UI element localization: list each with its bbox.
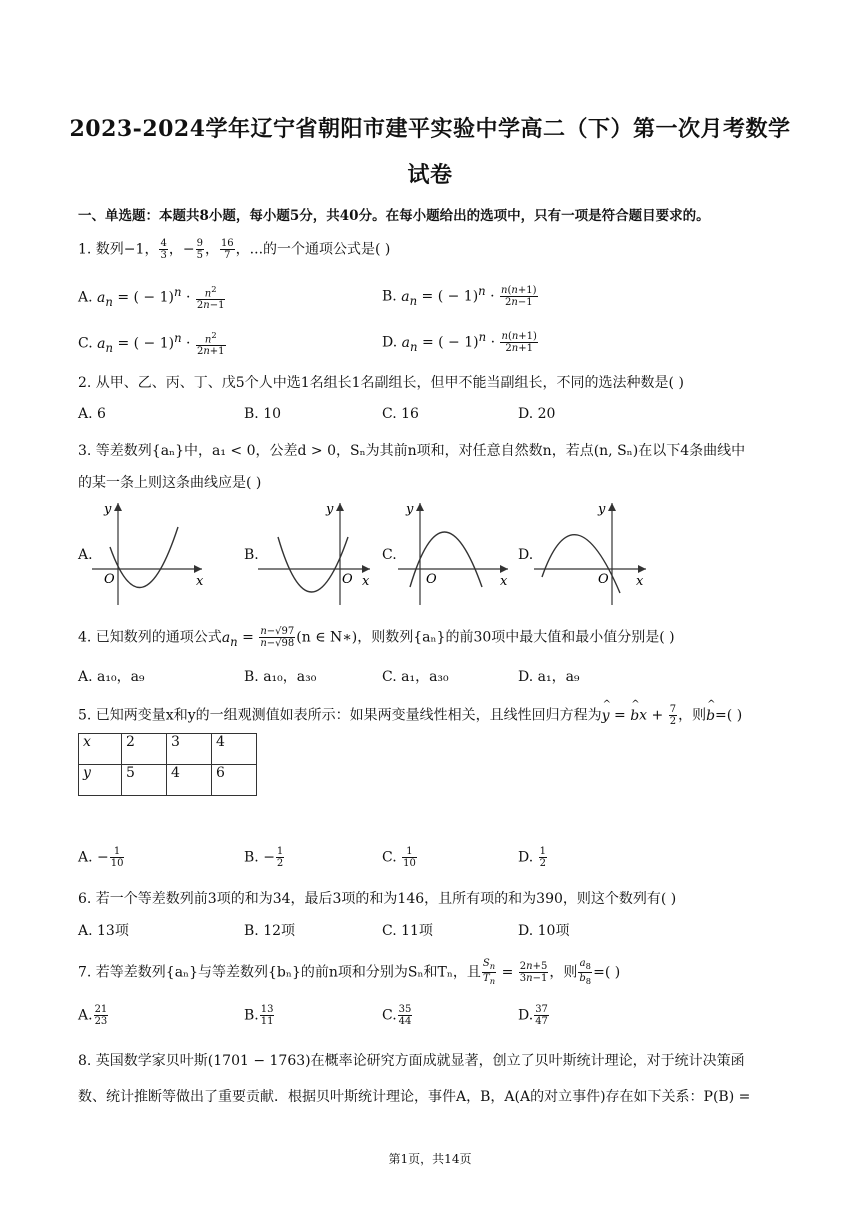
q3-option-a-label[interactable]: A. bbox=[78, 547, 93, 563]
q7-ratio-frac: $\frac{S_n}{T_n}$ bbox=[482, 958, 496, 986]
q7-option-c-label: C. bbox=[382, 1007, 397, 1024]
q1-option-d-label: D. bbox=[382, 334, 398, 351]
q7-a-frac: $\frac{21}{23}$ bbox=[94, 1004, 108, 1027]
graph-a-y-label: y bbox=[104, 502, 112, 517]
q5-option-a-label: A. − bbox=[78, 849, 109, 866]
q1-option-c-label: C. bbox=[78, 335, 93, 352]
q5-option-d[interactable] bbox=[518, 846, 548, 869]
graph-d-y-label: y bbox=[598, 502, 606, 517]
q3-graph-d bbox=[534, 497, 654, 607]
question-8-line1: 8. 英国数学家贝叶斯(1701 − 1763)在概率论研究方面成就显著，创立了贝叶斯统计理论，对于统计决策函 bbox=[78, 1053, 745, 1069]
q7-stem-suffix: =( ) bbox=[593, 964, 621, 981]
q3-option-c-label[interactable]: C. bbox=[382, 547, 397, 563]
question-3-stem-line2: 的某一条上则这条曲线应是( ) bbox=[78, 475, 262, 491]
q1-c-frac: $\frac{n^2}{2n+1}$ bbox=[196, 330, 225, 358]
q4-option-a[interactable]: A. a₁₀，a₉ bbox=[78, 669, 145, 685]
q3-option-d-label[interactable]: D. bbox=[518, 547, 534, 563]
q1-option-c[interactable]: C. $a_n$ = ( − 1)$^n$ · $\frac{n^2}{2n+1}$ bbox=[78, 330, 225, 358]
table-cell: 3 bbox=[167, 734, 212, 765]
question-6-stem: 6. 若一个等差数列前3项的和为34，最后3项的和为146，且所有项的和为390，则这个数列有( ) bbox=[78, 891, 677, 907]
q2-option-a[interactable]: A. 6 bbox=[78, 406, 106, 422]
q4-option-c[interactable]: C. a₁，a₃₀ bbox=[382, 669, 449, 685]
table-row bbox=[79, 734, 257, 765]
question-2-stem: 2. 从甲、乙、丙、丁、戊5个人中选1名组长1名副组长，但甲不能当副组长，不同的选法种数是( ) bbox=[78, 375, 684, 391]
page-footer: 第1页，共14页 bbox=[388, 1152, 472, 1166]
q1-a-frac: $\frac{n^2}{2n-1}$ bbox=[196, 284, 225, 312]
question-1-stem: 1. 数列−1， $\frac{4}{3}$ ，− $\frac{9}{5}$ ， $\frac{16}{7}$ ，...的一个通项公式是( ) bbox=[78, 238, 391, 261]
q6-option-b[interactable]: B. 12项 bbox=[244, 923, 296, 939]
q2-option-d[interactable]: D. 20 bbox=[518, 406, 556, 422]
q7-option-a[interactable] bbox=[78, 1004, 109, 1027]
q1-option-a-label: A. bbox=[78, 289, 93, 306]
q5-option-a[interactable] bbox=[78, 846, 125, 869]
graph-d-origin-label: O bbox=[598, 572, 609, 587]
table-cell: 6 bbox=[212, 765, 257, 796]
graph-a-origin-label: O bbox=[104, 572, 115, 587]
graph-b-x-label: x bbox=[362, 574, 370, 589]
q4-option-d[interactable]: D. a₁，a₉ bbox=[518, 669, 580, 685]
q5-option-c-label: C. bbox=[382, 849, 397, 866]
q3-graph-b bbox=[258, 497, 378, 607]
graph-c-x-label: x bbox=[500, 574, 508, 589]
q5-c-frac: $\frac{1}{10}$ bbox=[403, 846, 416, 869]
q1-option-b-label: B. bbox=[382, 288, 397, 305]
q5-option-c[interactable] bbox=[382, 846, 418, 869]
question-3-stem-line1: 3. 等差数列{aₙ}中，a₁ < 0，公差d > 0，Sₙ为其前n项和，对任意自然数n，若点(n, Sₙ)在以下4条曲线中 bbox=[78, 443, 746, 459]
graph-c-y-label: y bbox=[406, 502, 414, 517]
q7-ratio-value: $\frac{2n+5}{3n-1}$ bbox=[519, 961, 548, 984]
q5-stem-prefix: 5. 已知两变量x和y的一组观测值如表所示：如果两变量线性相关，且线性回归方程为 bbox=[78, 707, 602, 724]
q7-option-b-label: B. bbox=[244, 1007, 259, 1024]
frac-16-7: $\frac{16}{7}$ bbox=[220, 238, 234, 261]
q5-d-frac: $\frac{1}{2}$ bbox=[539, 846, 547, 869]
q7-target-frac: $\frac{a_8}{b_8}$ bbox=[579, 958, 592, 986]
question-4-stem: 4. 已知数列的通项公式$a_n$ = $\frac{n-√97}{n-√98}$ (n ∈ N∗)，则数列{aₙ}的前30项中最大值和最小值分别是( ) bbox=[78, 626, 675, 649]
q7-option-c[interactable] bbox=[382, 1004, 413, 1027]
q4-formula-frac: $\frac{n-√97}{n-√98}$ bbox=[260, 626, 295, 649]
section-heading: 一、单选题：本题共8小题，每小题5分，共40分。在每小题给出的选项中，只有一项是符合题目要求的。 bbox=[78, 208, 710, 224]
q7-c-frac: $\frac{35}{44}$ bbox=[398, 1004, 412, 1027]
q6-option-d[interactable]: D. 10项 bbox=[518, 923, 570, 939]
q2-option-c[interactable]: C. 16 bbox=[382, 406, 419, 422]
table-cell: 4 bbox=[167, 765, 212, 796]
q1-option-a[interactable]: A. $a_n$ = ( − 1)$^n$ · $\frac{n^2}{2n-1}$ bbox=[78, 284, 225, 312]
q1-b-frac: $\frac{n(n+1)}{2n-1}$ bbox=[501, 285, 537, 309]
graph-a-x-label: x bbox=[196, 574, 204, 589]
graph-b-y-label: y bbox=[326, 502, 334, 517]
q1-option-b[interactable]: B. $a_n$ = ( − 1)$^n$ · $\frac{n(n+1)}{2n-1}$ bbox=[382, 284, 537, 309]
q1-stem-prefix: 1. 数列−1， bbox=[78, 241, 159, 258]
q5-a-frac: $\frac{1}{10}$ bbox=[110, 846, 124, 869]
exam-title-line2: 试卷 bbox=[407, 162, 453, 188]
graph-d-x-label: x bbox=[636, 574, 644, 589]
graph-c-origin-label: O bbox=[426, 572, 437, 587]
q4-stem-suffix: (n ∈ N∗)，则数列{aₙ}的前30项中最大值和最小值分别是( ) bbox=[296, 629, 675, 646]
q5-observation-table bbox=[78, 733, 257, 796]
q5-option-d-label: D. bbox=[518, 849, 534, 866]
table-cell: y bbox=[79, 765, 122, 796]
table-cell: 2 bbox=[122, 734, 167, 765]
question-5-stem: 5. 已知两变量x和y的一组观测值如表所示：如果两变量线性相关，且线性回归方程为^ y = ^ bx + $\frac{7}{2}$ ，则^ b=( ) bbox=[78, 704, 742, 727]
q5-option-b[interactable] bbox=[244, 846, 285, 869]
q5-frac-7-2: $\frac{7}{2}$ bbox=[669, 704, 677, 727]
q1-option-d[interactable]: D. $a_n$ = ( − 1)$^n$ · $\frac{n(n+1)}{2n+1}$ bbox=[382, 330, 537, 355]
q1-stem-suffix: ，...的一个通项公式是( ) bbox=[235, 241, 391, 258]
q7-option-d-label: D. bbox=[518, 1007, 534, 1024]
table-cell: 4 bbox=[212, 734, 257, 765]
q7-d-frac: $\frac{37}{47}$ bbox=[535, 1004, 548, 1027]
graph-b-origin-label: O bbox=[342, 572, 353, 587]
q6-option-a[interactable]: A. 13项 bbox=[78, 923, 129, 939]
q4-option-b[interactable]: B. a₁₀，a₃₀ bbox=[244, 669, 317, 685]
q7-stem-prefix: 7. 若等差数列{aₙ}与等差数列{bₙ}的前n项和分别为Sₙ和Tₙ，且 bbox=[78, 964, 481, 981]
q3-graph-a bbox=[92, 497, 212, 607]
q7-option-d[interactable] bbox=[518, 1004, 550, 1027]
question-8-line2: 数、统计推断等做出了重要贡献．根据贝叶斯统计理论，事件A，B，A(A的对立事件)存在如下关系：P(B) = bbox=[78, 1089, 751, 1105]
frac-9-5: $\frac{9}{5}$ bbox=[196, 238, 203, 261]
q1-d-frac: $\frac{n(n+1)}{2n+1}$ bbox=[501, 331, 537, 355]
table-cell: 5 bbox=[122, 765, 167, 796]
q7-option-a-label: A. bbox=[78, 1007, 93, 1024]
question-7-stem: 7. 若等差数列{aₙ}与等差数列{bₙ}的前n项和分别为Sₙ和Tₙ，且 $\frac{S_n}{T_n}$ = $\frac{2n+5}{3n-1}$ ，则 $\frac{a_8}{b_8}$ =( ) bbox=[78, 958, 621, 986]
q5-stem-suffix: =( ) bbox=[715, 707, 743, 724]
frac-4-3: $\frac{4}{3}$ bbox=[160, 238, 167, 261]
q6-option-c[interactable]: C. 11项 bbox=[382, 923, 433, 939]
exam-title-line1: 2023-2024学年辽宁省朝阳市建平实验中学高二（下）第一次月考数学 bbox=[69, 116, 791, 142]
q5-option-b-label: B. − bbox=[244, 849, 275, 866]
table-row bbox=[79, 765, 257, 796]
q3-option-b-label[interactable]: B. bbox=[244, 547, 259, 563]
q7-option-b[interactable] bbox=[244, 1004, 275, 1027]
q2-option-b[interactable]: B. 10 bbox=[244, 406, 282, 422]
q7-b-frac: $\frac{13}{11}$ bbox=[260, 1004, 274, 1027]
table-cell: x bbox=[79, 734, 122, 765]
q3-graph-c bbox=[398, 497, 518, 607]
q5-b-frac: $\frac{1}{2}$ bbox=[276, 846, 284, 869]
q4-stem-prefix: 4. 已知数列的通项公式 bbox=[78, 629, 222, 646]
